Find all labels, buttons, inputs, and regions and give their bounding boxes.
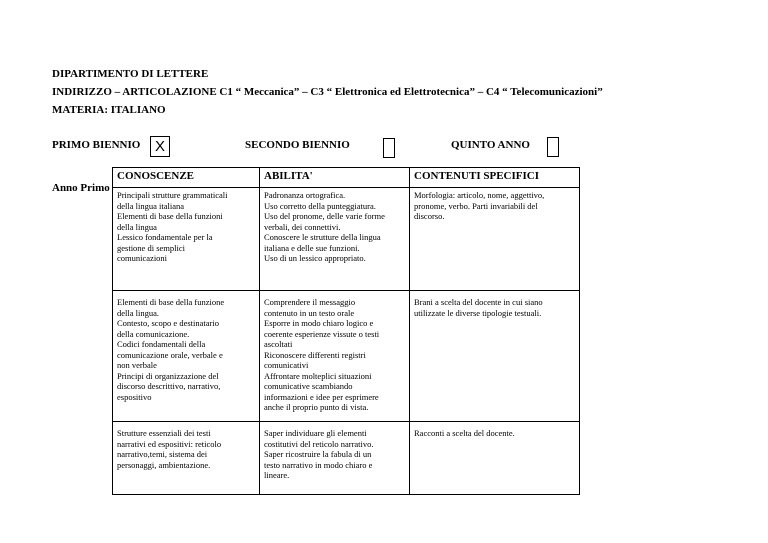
table-row (113, 422, 580, 495)
cell-text-line: comunicazione orale, verbale e (117, 349, 223, 360)
cell-text-line: comunicazioni (117, 253, 168, 263)
cell-text-line: Principi di organizzazione del (117, 370, 219, 381)
level-quinto-label: QUINTO ANNO (451, 139, 530, 151)
cell-text-line: ascoltati (264, 339, 293, 349)
header-conoscenze: CONOSCENZE (113, 168, 260, 188)
cell-text-line: Strutture essenziali dei testi (117, 428, 211, 438)
cell-text-line: Saper individuare gli elementi (264, 428, 367, 438)
cell-text-line: costitutivi del reticolo narrativo. (264, 438, 374, 449)
cell-text-line: Principali strutture grammaticali (117, 190, 228, 200)
department-title: DIPARTIMENTO DI LETTERE (52, 68, 209, 80)
cell-text-line: Contesto, scopo e destinatario (117, 318, 219, 328)
cell-abilita (260, 188, 410, 291)
cell-text-line: contenuto in un testo orale (264, 307, 355, 318)
cell-text-line: utilizzate le diverse tipologie testuali. (414, 307, 542, 318)
cell-text-line: comunicative scambiando (264, 381, 353, 391)
header-abilita: ABILITA' (260, 168, 410, 188)
cell-text-line: della lingua. (117, 307, 160, 318)
curriculum-table (112, 167, 580, 495)
cell-text-line: non verbale (117, 360, 157, 370)
cell-contenuti (410, 422, 580, 495)
level-primo-checkbox[interactable]: X (150, 136, 170, 157)
cell-text-line: Brani a scelta del docente in cui siano (414, 297, 543, 307)
cell-text-line: Uso di un lessico appropriato. (264, 253, 366, 263)
cell-text-line: della lingua (117, 221, 157, 232)
table-row (113, 188, 580, 291)
cell-text-line: Padronanza ortografica. (264, 190, 346, 200)
cell-text-line: anche il proprio punto di vista. (264, 402, 369, 412)
cell-text-line: italiana e delle sue funzioni. (264, 242, 360, 253)
cell-text-line: discorso descrittivo, narrativo, (117, 381, 221, 391)
cell-text-line: Conoscere le strutture della lingua (264, 232, 381, 242)
cell-text-line: narrativi ed espositivi: reticolo (117, 438, 222, 449)
cell-text-line: narrativo,temi, sistema dei (117, 449, 208, 459)
cell-text-line: lineare. (264, 470, 290, 480)
level-quinto-checkbox[interactable] (547, 137, 559, 157)
cell-text-line: informazioni e idee per esprimere (264, 391, 379, 402)
cell-text-line: della lingua italiana (117, 200, 185, 211)
cell-contenuti (410, 188, 580, 291)
cell-text-line: discorso. (414, 211, 445, 221)
cell-text-line: testo narrativo in modo chiaro e (264, 459, 373, 470)
cell-text-line: Comprendere il messaggio (264, 297, 356, 307)
cell-abilita (260, 291, 410, 422)
cell-conoscenze (113, 291, 260, 422)
cell-text-line: Saper ricostruire la fabula di un (264, 449, 372, 459)
cell-text-line: espositivo (117, 391, 152, 402)
cell-text-line: Affrontare molteplici situazioni (264, 370, 372, 381)
cell-text-line: Elementi di base della funzione (117, 297, 225, 307)
level-secondo-label: SECONDO BIENNIO (245, 139, 350, 151)
level-primo-label: PRIMO BIENNIO (52, 139, 141, 151)
level-secondo-checkbox[interactable] (383, 138, 395, 158)
row-label-anno-primo: Anno Primo (52, 182, 110, 194)
cell-text-line: Racconti a scelta del docente. (414, 428, 515, 438)
cell-text-line: Morfologia: articolo, nome, aggettivo, (414, 190, 545, 200)
cell-abilita (260, 422, 410, 495)
cell-text-line: Uso del pronome, delle varie forme (264, 211, 385, 221)
cell-text-line: comunicativi (264, 360, 309, 370)
cell-text-line: personaggi, ambientazione. (117, 459, 211, 470)
subject-line: MATERIA: ITALIANO (52, 104, 166, 116)
cell-text-line: Lessico fondamentale per la (117, 232, 213, 242)
cell-text-line: della comunicazione. (117, 328, 190, 339)
cell-text-line: Uso corretto della punteggiatura. (264, 200, 376, 211)
cell-conoscenze (113, 188, 260, 291)
cell-text-line: verbali, dei connettivi. (264, 221, 341, 232)
cell-conoscenze (113, 422, 260, 495)
cell-text-line: gestione di semplici (117, 242, 185, 253)
cell-text-line: coerente esperienze vissute o testi (264, 328, 380, 339)
cell-text-line: pronome, verbo. Parti invariabili del (414, 200, 538, 211)
address-line: INDIRIZZO – ARTICOLAZIONE C1 “ Meccanica” – C3 “ Elettronica ed Elettrotecnica” – C4 “ Telecomunicazioni” (52, 86, 603, 98)
cell-text-line: Esporre in modo chiaro logico e (264, 318, 374, 328)
table-header-row (113, 168, 580, 188)
cell-text-line: Codici fondamentali della (117, 339, 206, 349)
cell-text-line: Riconoscere differenti registri (264, 349, 366, 360)
header-contenuti: CONTENUTI SPECIFICI (410, 168, 580, 188)
cell-contenuti (410, 291, 580, 422)
table-row (113, 291, 580, 422)
cell-text-line: Elementi di base della funzioni (117, 211, 223, 221)
